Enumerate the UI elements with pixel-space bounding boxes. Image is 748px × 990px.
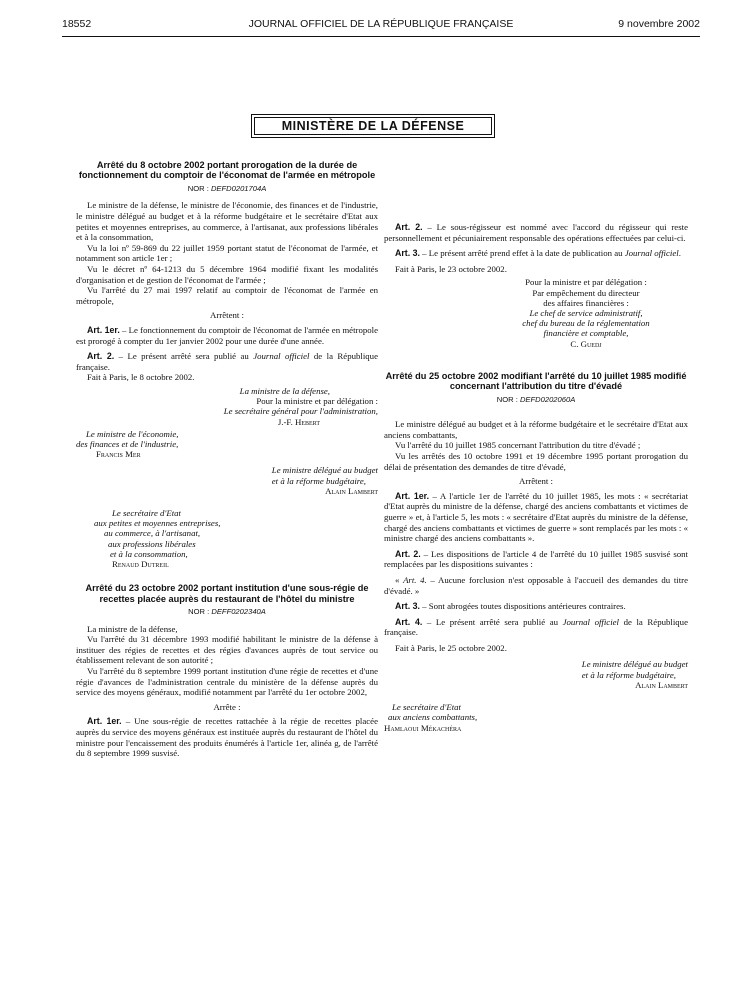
- signature-line: Le ministre délégué au budget: [581, 659, 688, 670]
- journal-title: JOURNAL OFFICIEL DE LA RÉPUBLIQUE FRANÇAISE: [248, 18, 514, 30]
- nor-code: DEFD0202060A: [519, 394, 576, 404]
- article-label: Art. 1er.: [87, 716, 122, 727]
- signature-line: et à la consommation,: [110, 548, 188, 559]
- article-label: Art. 1er.: [87, 324, 120, 335]
- article-text: – Le présent arrêté sera publié au: [114, 351, 254, 362]
- signature-line: et à la réforme budgétaire,: [581, 669, 676, 680]
- article-text: .: [678, 248, 681, 259]
- signatory-name: Francis Mer: [96, 449, 141, 460]
- signature-line: au commerce, à l'artisanat,: [104, 528, 201, 539]
- signatory-name: Renaud Dutreil: [112, 558, 169, 569]
- article-label: Art. 2.: [395, 548, 421, 559]
- article-text: – Les dispositions de l'article 4 de l'arrêté du 10 juillet 1985 susvisé sont remplacées par les dispositions suivantes :: [384, 548, 688, 570]
- signatory-name: Hamlaoui Mékachéra: [384, 722, 462, 733]
- arrete-3-article-4: [384, 617, 688, 638]
- signature-line: Le ministre de l'économie,: [86, 428, 179, 439]
- signature-line: des finances et de l'industrie,: [76, 438, 179, 449]
- arrete-3-article-3: [384, 601, 688, 612]
- arrete-2-signature: [384, 277, 688, 348]
- page-header: [62, 18, 700, 34]
- right-column: [384, 160, 688, 733]
- arrete-3-article-1: [384, 491, 688, 544]
- arrete-1-preamble: Le ministre de la défense, le ministre de l'économie, des finances et de l'industrie, le ministre délégué au budget et à la réforme budgétaire et le secrétaire d'Etat aux petites et moyennes entreprises, au commerce, à l'artisanat, aux professions libérales et à la consommation,: [76, 200, 378, 243]
- arrete-2-arrete: Arrête :: [213, 701, 241, 712]
- article-text: – Le présent arrêté prend effet à la date de publication au: [419, 248, 625, 259]
- arrete-3-fait: Fait à Paris, le 25 octobre 2002.: [395, 642, 507, 653]
- arrete-3-signature-1: [384, 659, 688, 690]
- article-text: – Le sous-régisseur est nommé avec l'accord du régisseur qui reste personnellement et pécuniairement responsable des opérations effectuées par celui-ci.: [384, 222, 688, 243]
- quoted-article-label: Art. 4.: [403, 574, 427, 585]
- arrete-1-article-1: [76, 325, 378, 346]
- arrete-3-visa-1: Vu l'arrêté du 10 juillet 1985 concernant l'attribution du titre d'évadé ;: [395, 440, 641, 451]
- arrete-2-title: Arrêté du 23 octobre 2002 portant institution d'une sous-régie de recettes placée auprès du restaurant de l'hôtel du ministre: [85, 583, 369, 604]
- arrete-2-article-3: [384, 248, 688, 259]
- arrete-2-nor: [76, 607, 378, 618]
- nor-code: DEFD0201704A: [210, 183, 267, 193]
- signature-line: Le ministre délégué au budget: [271, 465, 378, 476]
- journal-officiel-ref: Journal officiel: [624, 248, 679, 259]
- nor-code: DEFF0202340A: [211, 606, 266, 616]
- signatory-name: C. Guedj: [570, 338, 602, 349]
- arrete-3-preamble: Le ministre délégué au budget et à la réforme budgétaire et le secrétaire d'Etat aux anciens combattants,: [384, 419, 688, 440]
- signature-line: aux professions libérales: [108, 538, 196, 549]
- article-label: Art. 3.: [395, 248, 420, 259]
- article-label: Art. 1er.: [395, 490, 430, 501]
- arrete-1-signature-2: [76, 429, 378, 460]
- arrete-1-fait: Fait à Paris, le 8 octobre 2002.: [87, 372, 195, 383]
- arrete-3-arretent: Arrêtent :: [519, 476, 553, 487]
- issue-date: 9 novembre 2002: [618, 18, 700, 30]
- arrete-3-quoted-article: [384, 575, 688, 596]
- arrete-3-title: Arrêté du 25 octobre 2002 modifiant l'arrêté du 10 juillet 1985 modifié concernant l'attribution du titre d'évadé: [385, 370, 687, 392]
- signature-line: des affaires financières :: [543, 297, 629, 308]
- journal-officiel-ref: Journal officiel: [562, 616, 619, 627]
- arrete-3-visa-2: Vu les arrêtés des 10 octobre 1991 et 19 décembre 1995 portant prorogation du délai de présentation des demandes de titre d'évadé,: [384, 450, 688, 472]
- arrete-2-article-2: [384, 222, 688, 243]
- signature-line: aux anciens combattants,: [388, 712, 478, 723]
- arrete-2-visa-2: Vu l'arrêté du 8 septembre 1999 portant institution d'une régie de recettes et d'une régie d'avances de l'administration centrale du ministère de la défense auprès du service des moyens généraux, modifié notamment par l'arrêté du 1er octobre 2002,: [76, 665, 378, 698]
- nor-label: NOR :: [496, 394, 520, 404]
- arrete-2-visa-1: Vu l'arrêté du 31 décembre 1993 modifié habilitant le ministre de la défense à instituer des régies de recettes et des régies d'avances auprès de tout service ou établissement relevant de son autorité ;: [76, 634, 378, 666]
- arrete-1-arretent: Arrêtent :: [210, 310, 244, 321]
- signature-line: Pour la ministre et par délégation :: [525, 277, 647, 288]
- arrete-1-article-2: [76, 351, 378, 372]
- arrete-3-article-2: [384, 549, 688, 570]
- arrete-1-visa-1: Vu la loi nº 59-869 du 22 juillet 1959 portant statut de l'économat de l'armée, et notamment son article 1er ;: [76, 242, 378, 264]
- left-column: [76, 160, 378, 759]
- signature-line: chef du bureau de la réglementation: [522, 318, 650, 329]
- signature-line: Le secrétaire d'Etat: [392, 702, 461, 713]
- ministry-box: [251, 114, 495, 138]
- article-text: de la République française.: [76, 351, 378, 372]
- article-label: Art. 4.: [395, 616, 423, 627]
- signature-line: Le secrétaire général pour l'administration,: [223, 406, 378, 417]
- signature-line: financière et comptable,: [543, 328, 629, 339]
- signature-line: Par empêchement du directeur: [532, 287, 640, 298]
- arrete-1-signature-1: [76, 386, 378, 427]
- signatory-name: J.-F. Hebert: [277, 416, 320, 427]
- quoted-article-text: – Aucune forclusion n'est opposable à l'accueil des demandes du titre d'évadé. »: [384, 574, 688, 596]
- article-label: Art. 2.: [395, 222, 423, 232]
- arrete-2-article-1: [76, 716, 378, 758]
- signature-line: La ministre de la défense,: [239, 385, 330, 396]
- article-text: – Une sous-régie de recettes rattachée à la régie de recettes placée auprès du service des moyens généraux est instituée auprès du restaurant de l'hôtel du ministre pour l'encaissement des produits énumérés à l'article 1er, alinéa g, de l'arrêté du 8 septembre 1999 susvisé.: [76, 716, 378, 759]
- article-label: Art. 2.: [87, 351, 115, 362]
- page-number: 18552: [62, 18, 92, 30]
- arrete-1-signature-3: [76, 465, 378, 496]
- nor-label: NOR :: [187, 183, 211, 193]
- arrete-2-preamble: La ministre de la défense,: [87, 623, 178, 634]
- article-text: – A l'article 1er de l'arrêté du 10 juillet 1985, les mots : « secrétariat d'Etat auprès du ministre de la défense, chargé des anciens combattants et victimes de guerre » et, à l'article 5, les mots : « secrétaire d'Etat auprès du ministre de la défense, chargé des anciens combattants et victimes de guerre » sont remplacés par les mots : « ministre chargé des anciens combattants ».: [384, 490, 689, 544]
- arrete-1-nor: [76, 184, 378, 195]
- arrete-1-visa-3: Vu l'arrêté du 27 mai 1997 relatif au comptoir de l'économat de l'armée en métropole,: [76, 285, 378, 306]
- signatory-name: Alain Lambert: [325, 485, 378, 496]
- arrete-1-signature-4: [76, 508, 378, 569]
- article-text: – Le présent arrêté sera publié au: [422, 616, 563, 627]
- nor-label: NOR :: [188, 606, 212, 616]
- signature-line: Pour la ministre et par délégation :: [256, 396, 378, 407]
- signature-line: et à la réforme budgétaire,: [271, 475, 366, 486]
- signature-line: aux petites et moyennes entreprises,: [94, 518, 221, 529]
- journal-officiel-ref: Journal officiel: [253, 351, 310, 362]
- signature-line: Le chef de service administratif,: [529, 307, 643, 318]
- article-text: – Le fonctionnement du comptoir de l'économat de l'armée en métropole est prorogé à compter du 1er janvier 2002 pour une durée d'une année.: [76, 324, 378, 346]
- signatory-name: Alain Lambert: [635, 679, 688, 690]
- article-text: – Sont abrogées toutes dispositions antérieures contraires.: [419, 601, 626, 612]
- arrete-2-fait: Fait à Paris, le 23 octobre 2002.: [395, 263, 507, 274]
- header-rule: [62, 36, 700, 37]
- arrete-3-signature-2: [384, 702, 688, 733]
- signature-line: Le secrétaire d'Etat: [112, 507, 181, 518]
- ministry-title: MINISTÈRE DE LA DÉFENSE: [254, 117, 492, 135]
- arrete-3-nor: [384, 395, 688, 406]
- quote-mark: «: [395, 574, 404, 585]
- arrete-1-visa-2: Vu le décret nº 64-1213 du 5 décembre 1964 modifié fixant les modalités d'organisation et de gestion de l'économat de l'armée ;: [76, 263, 378, 285]
- arrete-1-title: Arrêté du 8 octobre 2002 portant prorogation de la durée de fonctionnement du comptoir de l'économat de l'armée en métropole: [78, 160, 376, 181]
- article-label: Art. 3.: [395, 601, 420, 612]
- article-text: de la République française.: [384, 616, 688, 638]
